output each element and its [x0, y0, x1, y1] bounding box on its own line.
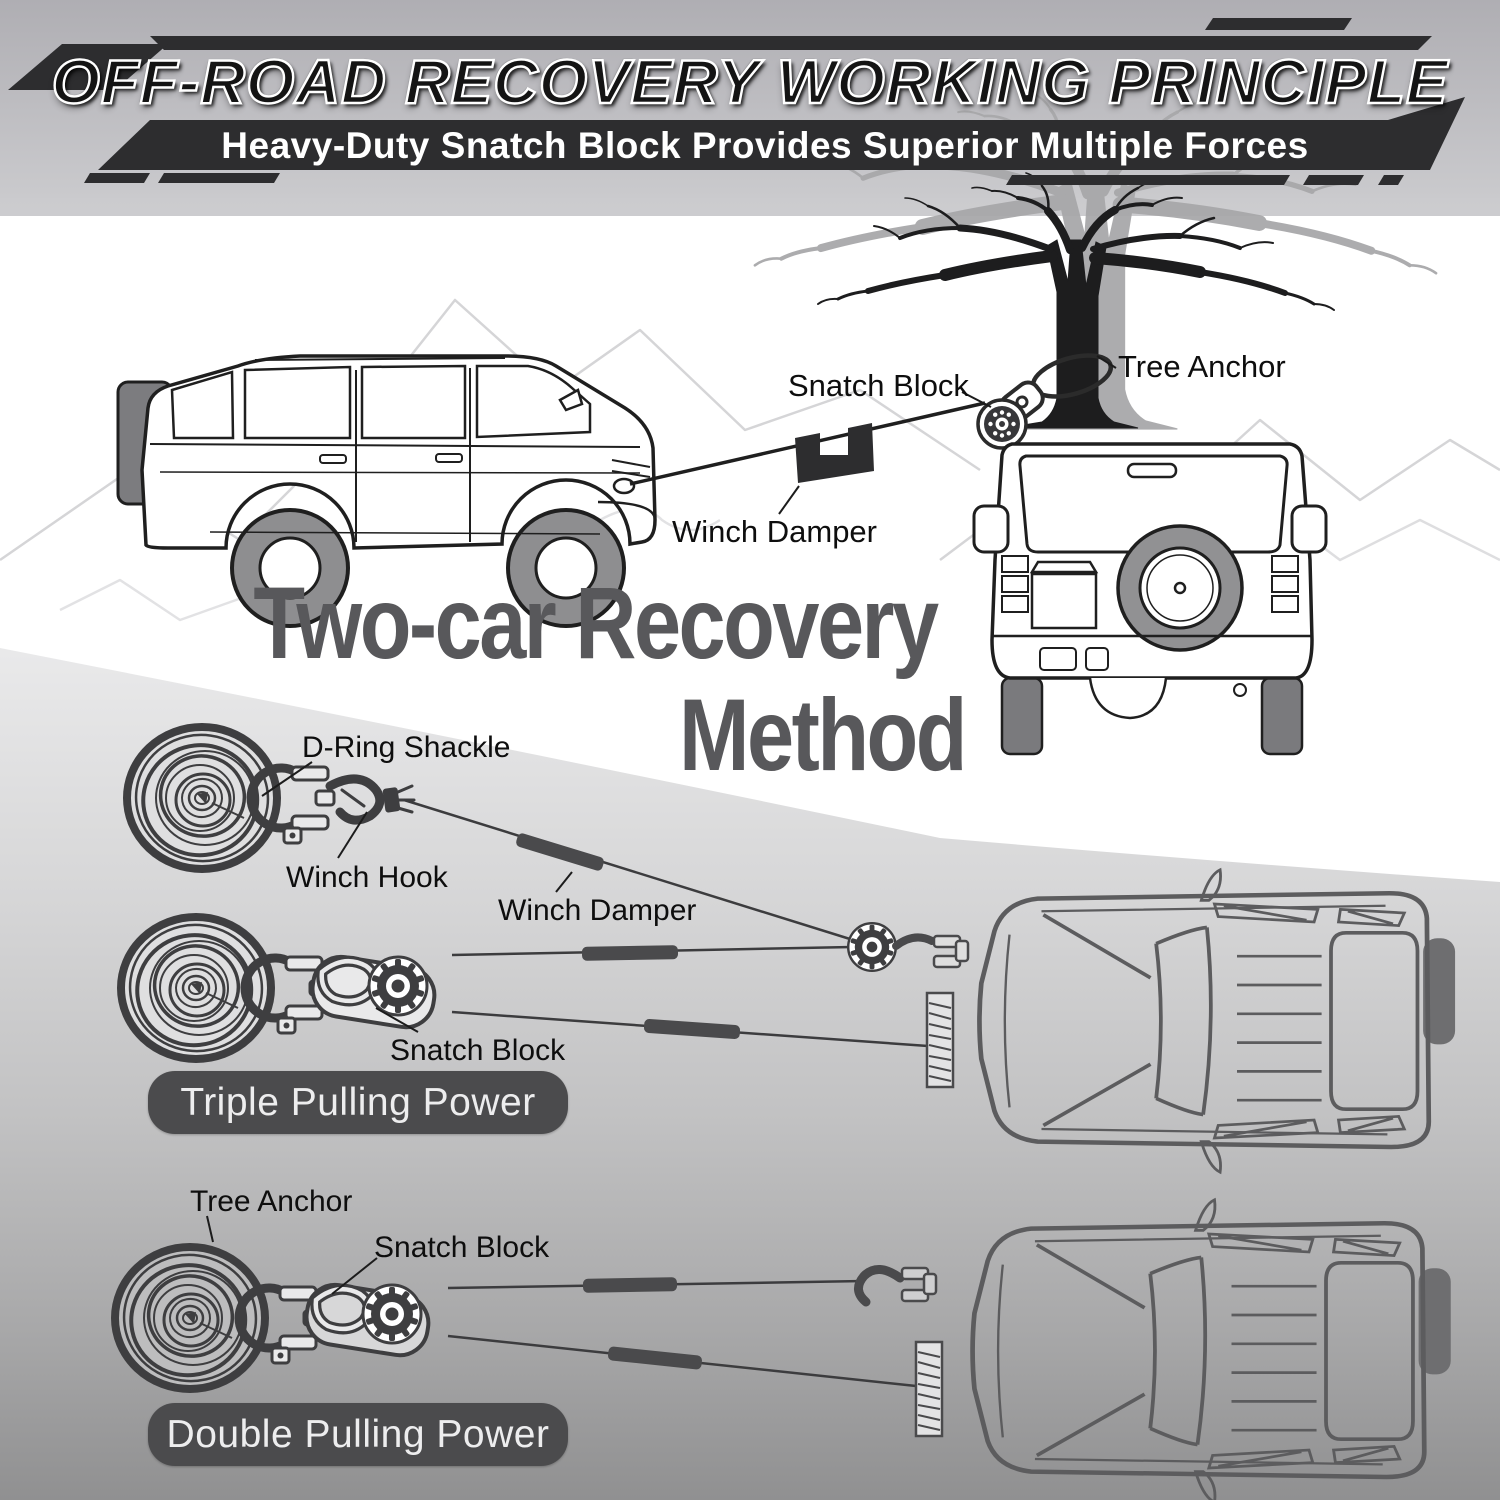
badge-double-pulling-power: Double Pulling Power: [148, 1403, 568, 1466]
label-tree-anchor: Tree Anchor: [1118, 349, 1286, 384]
hero-heading-line1: Two-car Recovery: [253, 566, 937, 680]
label-winch-damper: Winch Damper: [672, 514, 877, 549]
label-tree-anchor-double: Tree Anchor: [190, 1185, 353, 1218]
badge-triple-pulling-power: Triple Pulling Power: [148, 1071, 568, 1134]
winch-drum: [916, 1342, 942, 1436]
hero-heading-line2: Method: [678, 678, 965, 792]
snatch-block-pulley: [369, 957, 427, 1015]
snatch-block-pulley: [363, 1285, 421, 1343]
label-snatch-block-double: Snatch Block: [374, 1231, 550, 1264]
vehicle-snatch-block: [848, 923, 896, 971]
label-winch-damper-triple: Winch Damper: [498, 894, 697, 927]
label-snatch-block-triple: Snatch Block: [390, 1034, 566, 1067]
page-subtitle: Heavy-Duty Snatch Block Provides Superior Multiple Forces: [221, 125, 1309, 166]
page-title: OFF-ROAD RECOVERY WORKING PRINCIPLE: [51, 48, 1449, 117]
label-winch-hook: Winch Hook: [286, 861, 448, 894]
label-snatch-block: Snatch Block: [788, 368, 969, 403]
winch-drum: [927, 993, 953, 1087]
label-d-ring-shackle: D-Ring Shackle: [302, 731, 511, 764]
